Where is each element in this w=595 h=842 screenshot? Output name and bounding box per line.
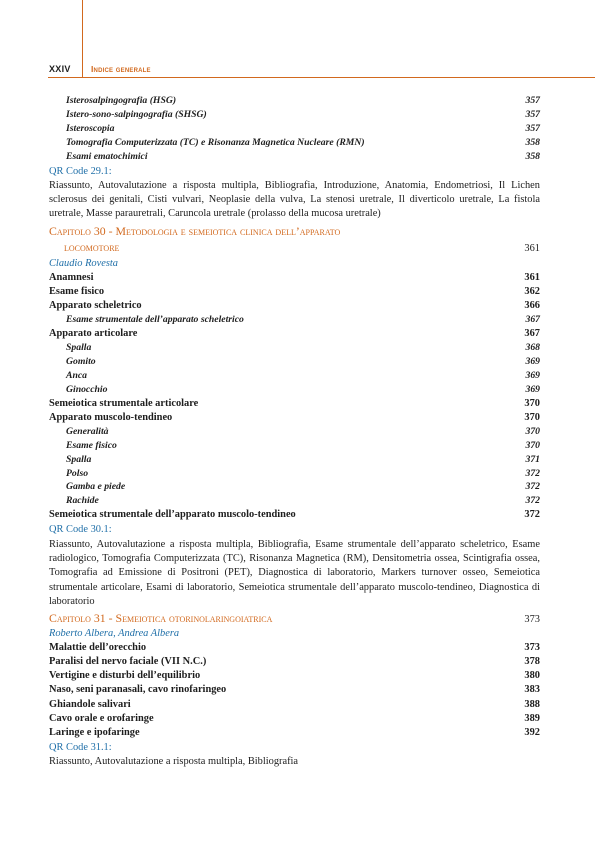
toc-entry <box>49 698 540 712</box>
toc-entry-page: 370 <box>524 411 540 423</box>
qr-code-30-label: QR Code 30.1: <box>49 524 112 536</box>
toc-entry-title: Apparato muscolo-tendineo <box>49 411 173 423</box>
chapter30-title-line2: locomotore <box>64 239 120 254</box>
toc-entry-page: 358 <box>525 136 540 148</box>
toc-entry-title: Laringe e ipofaringe <box>49 726 140 738</box>
chapter30-title <box>49 224 540 239</box>
toc-entry <box>49 712 540 726</box>
chapter30-title-line1: Capitolo 30 - Metodologia e semeiotica clinica dell’apparato <box>49 223 341 238</box>
toc-entry-title: Vertigine e disturbi dell’equilibrio <box>49 670 201 682</box>
toc-entry-page: 378 <box>524 656 540 668</box>
toc-entry <box>49 453 540 467</box>
toc-entry <box>49 683 540 697</box>
toc-entry <box>49 480 540 494</box>
toc-entry-page: 388 <box>524 698 540 710</box>
toc-entry-title: Paralisi del nervo faciale (VII N.C.) <box>49 656 207 668</box>
toc-entry-page: 369 <box>525 355 540 367</box>
toc-entry-title: Gomito <box>66 355 96 367</box>
toc-entry-title: Cavo orale e orofaringe <box>49 712 154 724</box>
toc-entry-title: Gamba e piede <box>66 481 126 493</box>
toc-entry <box>49 641 540 655</box>
toc-entry-page: 370 <box>524 397 540 409</box>
toc-entry <box>49 425 540 439</box>
toc-entry-title: Isterosalpingografia (HSG) <box>66 95 177 106</box>
toc-entry-title: Semeiotica strumentale articolare <box>49 397 199 409</box>
toc-entry <box>49 313 540 327</box>
toc-entry-title: Esami ematochimici <box>66 150 148 162</box>
toc-entry-page: 366 <box>524 299 540 311</box>
toc-entry-page: 369 <box>525 369 540 381</box>
toc-entry-title: Istero-sono-salpingografia (SHSG) <box>66 108 207 120</box>
chapter31-title-row <box>49 611 540 627</box>
toc-entry <box>49 467 540 481</box>
toc-entry-title: Ginocchio <box>66 383 108 395</box>
qr-code-29-text: Riassunto, Autovalutazione a risposta multipla, Bibliografia, Introduzione, Anatomia, Endometriosi, Il Lichen sclerosus dei genitali, Cisti vulvari, Neoplasie della vulva, La stenosi uretrale, Il diverticolo uretrale, La fistola uretrale, Masse parauretrali, Caruncola uretrale (prolasso della mucosa uretrale) <box>49 179 540 220</box>
toc-entry-title: Esame strumentale dell’apparato scheletrico <box>66 314 244 325</box>
toc-entry <box>49 439 540 453</box>
toc-entry-page: 389 <box>524 712 540 724</box>
qr-code-31-label: QR Code 31.1: <box>49 741 112 753</box>
toc-entry <box>49 369 540 383</box>
toc-entry-page: 392 <box>524 726 540 738</box>
chapter29-subentries <box>49 94 540 164</box>
toc-entry-title: Anca <box>66 369 87 381</box>
toc-entry <box>49 136 540 150</box>
toc-entry-page: 357 <box>525 108 540 120</box>
toc-entry-page: 370 <box>525 439 540 451</box>
chapter31-page: 373 <box>524 614 540 626</box>
toc-entry <box>49 150 540 164</box>
toc-entry-page: 358 <box>525 150 540 162</box>
toc-entry <box>49 271 540 285</box>
toc-entry-title: Rachide <box>66 495 99 507</box>
toc-entry-title: Esame fisico <box>66 439 117 451</box>
toc-entry-page: 370 <box>525 425 540 437</box>
toc-entry-title: Esame fisico <box>49 285 105 297</box>
toc-entry <box>49 327 540 341</box>
toc-entry-page: 367 <box>524 327 540 339</box>
toc-entry-title: Spalla <box>66 453 92 465</box>
header-vertical-rule <box>82 0 83 78</box>
qr-code-29-label: QR Code 29.1: <box>49 165 112 177</box>
toc-entry-title: Malattie dell’orecchio <box>49 642 147 654</box>
toc-entry-page: 383 <box>524 684 540 696</box>
toc-entry-page: 372 <box>524 509 540 521</box>
chapter31-author: Roberto Albera, Andrea Albera <box>49 628 180 640</box>
chapter31-entries <box>49 641 540 740</box>
page-number: XXIV <box>49 64 71 74</box>
toc-entry-page: 368 <box>525 342 540 353</box>
toc-entry-page: 369 <box>525 383 540 395</box>
toc-entry-page: 372 <box>525 467 540 479</box>
toc-entry-page: 367 <box>525 314 540 325</box>
header-horizontal-rule <box>48 77 595 78</box>
toc-entry <box>49 383 540 397</box>
toc-entry-page: 373 <box>524 642 540 654</box>
chapter30-author: Claudio Rovesta <box>49 257 118 269</box>
toc-entry-title: Polso <box>66 467 89 479</box>
toc-entry-title: Isteroscopia <box>66 122 115 134</box>
toc-entry <box>49 108 540 122</box>
toc-entry <box>49 669 540 683</box>
toc-entry-title: Naso, seni paranasali, cavo rinofaringeo <box>49 684 227 696</box>
toc-entry-title: Apparato articolare <box>49 327 138 339</box>
toc-entry-title: Semeiotica strumentale dell’apparato muscolo-tendineo <box>49 509 296 521</box>
toc-entry <box>49 411 540 425</box>
toc-entry-page: 357 <box>525 122 540 134</box>
toc-entry-page: 362 <box>524 285 540 297</box>
toc-entry <box>49 285 540 299</box>
toc-content <box>49 94 540 769</box>
toc-entry <box>49 494 540 508</box>
toc-entry-page: 380 <box>524 670 540 682</box>
toc-entry <box>49 299 540 313</box>
running-head: Indice generale <box>91 64 151 74</box>
chapter31-title: Capitolo 31 - Semeiotica otorinolaringoiatrica <box>49 611 273 626</box>
toc-entry-title: Anamnesi <box>49 271 94 283</box>
toc-entry-title: Ghiandole salivari <box>49 698 131 710</box>
toc-entry-title: Generalità <box>66 425 109 437</box>
toc-entry <box>49 94 540 108</box>
toc-entry <box>49 508 540 522</box>
qr-code-30-text: Riassunto, Autovalutazione a risposta multipla, Bibliografia, Esame strumentale dell’apparato scheletrico, Esame radiologico, Tomografia Computerizzata (TC), Risonanza Magnetica (RM), Densitometria ossea, Scintigrafia ossea, Tomografia ad Emissione di Positroni (PET), Diagnostica di laboratorio, Markers turnover osseo, Semeiotica strumentale articolare, Esami di laboratorio, Semeiotica strumentale dell’apparato muscolo-tendineo, Diagnostica di laboratorio <box>49 538 540 607</box>
toc-entry-page: 372 <box>525 495 540 507</box>
qr-code-31-text: Riassunto, Autovalutazione a risposta multipla, Bibliografia <box>49 756 299 768</box>
toc-entry-page: 371 <box>525 453 540 465</box>
toc-entry-title: Spalla <box>66 342 92 353</box>
toc-entry <box>49 397 540 411</box>
toc-entry-title: Apparato scheletrico <box>49 299 142 311</box>
toc-entry <box>49 655 540 669</box>
chapter30-title-continued <box>49 239 540 257</box>
toc-entry-page: 361 <box>524 271 540 283</box>
toc-entry-title: Tomografia Computerizzata (TC) e Risonanza Magnetica Nucleare (RMN) <box>66 136 365 148</box>
toc-entry <box>49 355 540 369</box>
toc-entry-page: 372 <box>525 481 540 493</box>
toc-entry <box>49 122 540 136</box>
toc-entry-page: 357 <box>525 95 540 106</box>
toc-entry <box>49 341 540 355</box>
chapter30-entries <box>49 271 540 523</box>
chapter30-page: 361 <box>524 242 540 254</box>
toc-entry <box>49 726 540 740</box>
